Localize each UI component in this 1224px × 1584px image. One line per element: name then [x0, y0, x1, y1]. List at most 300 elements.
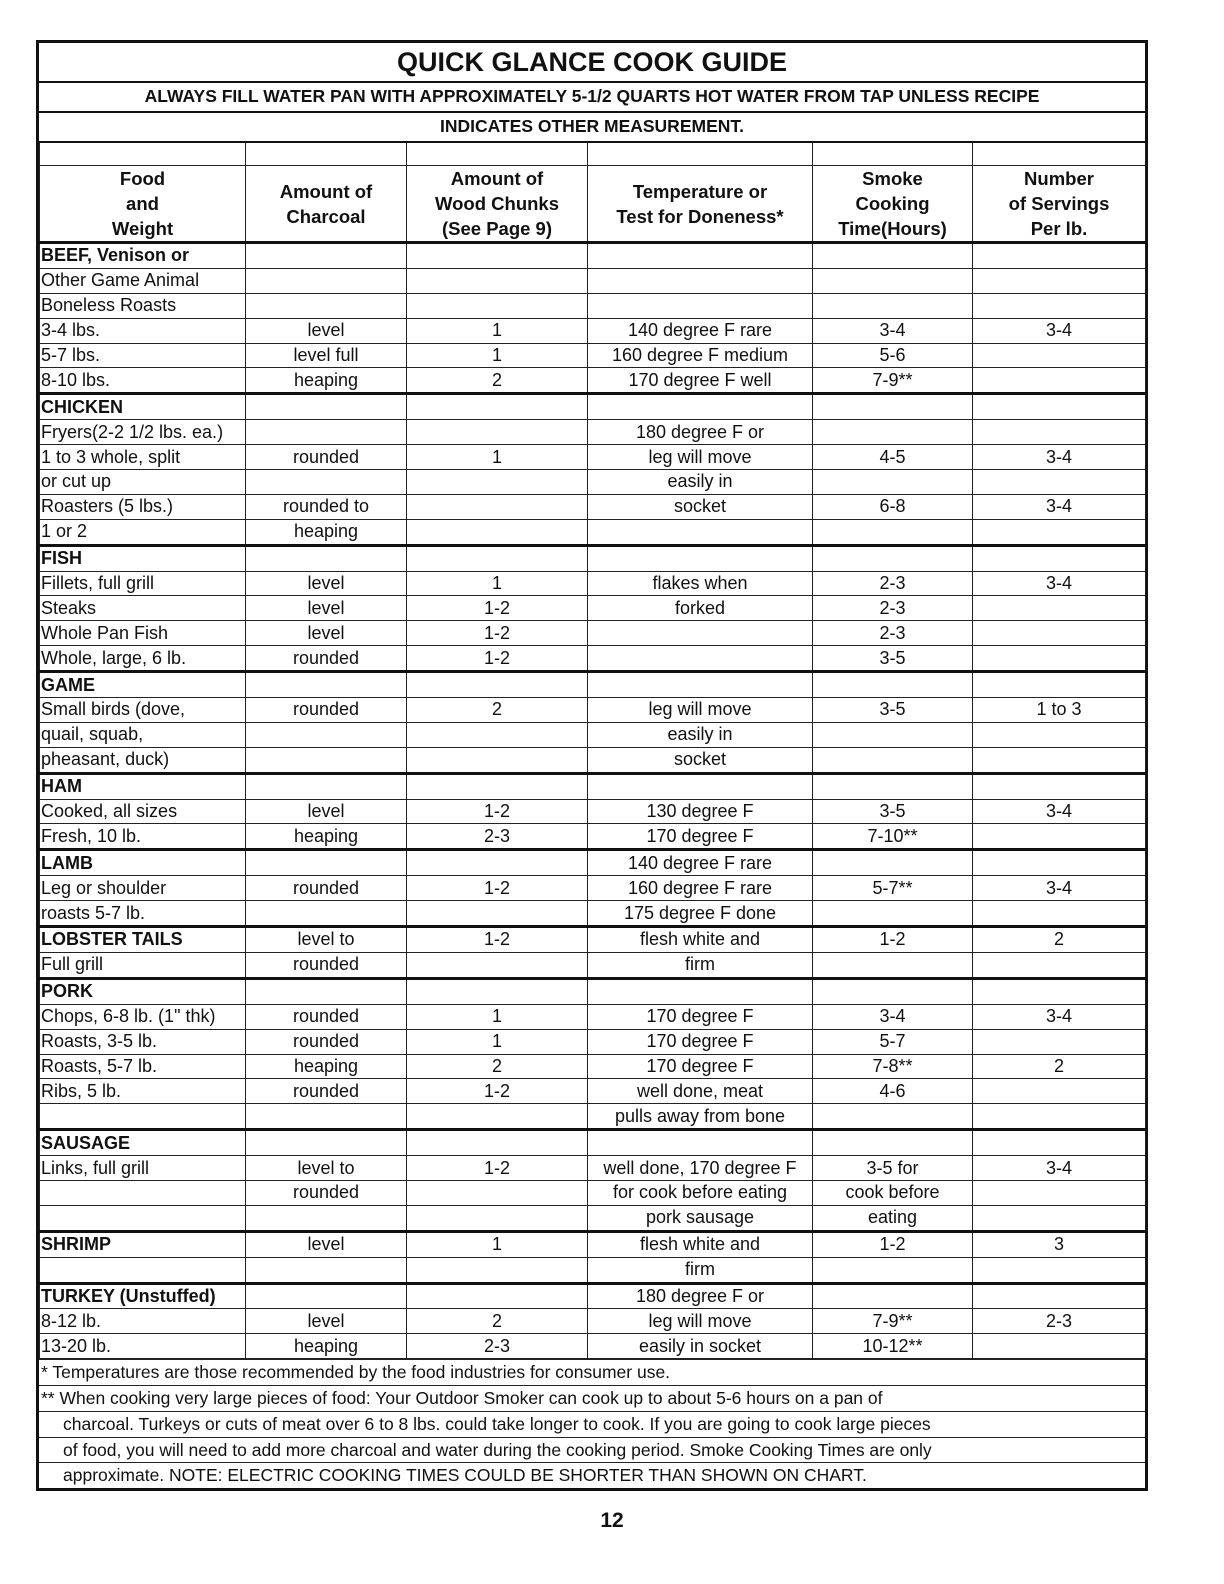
table-cell	[407, 1104, 588, 1130]
table-cell: rounded	[246, 698, 407, 723]
category-cell	[40, 394, 246, 420]
table-row	[40, 747, 1146, 773]
food-cell: 8-12 lb.	[40, 1309, 246, 1334]
table-row	[40, 368, 1146, 394]
table-cell	[246, 394, 407, 420]
table-cell	[973, 1130, 1146, 1156]
table-cell: 5-7**	[813, 876, 973, 901]
table-row	[40, 1079, 1146, 1104]
table-cell: 170 degree F	[588, 824, 813, 850]
table-cell: 3-4	[973, 494, 1146, 519]
header-servings: Number of Servings Per lb.	[973, 166, 1146, 243]
table-cell	[973, 672, 1146, 698]
category-cell	[40, 850, 246, 876]
page-title: QUICK GLANCE COOK GUIDE	[39, 43, 1145, 83]
food-cell: Fryers(2-2 1/2 lbs. ea.)	[40, 420, 246, 445]
table-cell	[407, 293, 588, 318]
table-row	[40, 494, 1146, 519]
food-cell: Whole, large, 6 lb.	[40, 646, 246, 672]
food-cell: Chops, 6-8 lb. (1" thk)	[40, 1004, 246, 1029]
category-cell	[40, 773, 246, 799]
footnote-3: charcoal. Turkeys or cuts of meat over 6 to 8 lbs. could take longer to cook. If you are going to cook large pieces	[39, 1411, 1145, 1437]
table-cell: 2-3	[813, 621, 973, 646]
table-row	[40, 1205, 1146, 1231]
table-row	[40, 698, 1146, 723]
table-cell	[246, 1205, 407, 1231]
table-cell: 1	[407, 571, 588, 596]
table-cell: 170 degree F	[588, 1004, 813, 1029]
table-cell: 5-6	[813, 343, 973, 368]
table-cell	[246, 1257, 407, 1283]
table-cell: 3-4	[973, 318, 1146, 343]
table-row	[40, 824, 1146, 850]
table-row	[40, 571, 1146, 596]
table-cell	[246, 420, 407, 445]
table-cell	[813, 268, 973, 293]
table-cell: 2-3	[813, 596, 973, 621]
table-cell	[973, 1334, 1146, 1359]
footnote-1: * Temperatures are those recommended by the food industries for consumer use.	[39, 1359, 1145, 1385]
table-cell	[813, 1130, 973, 1156]
category-row	[40, 672, 1146, 698]
category-label: CHICKEN	[41, 396, 124, 417]
table-row	[40, 445, 1146, 470]
table-cell: 160 degree F rare	[588, 876, 813, 901]
table-cell	[407, 1180, 588, 1205]
table-cell	[813, 747, 973, 773]
table-cell	[407, 1205, 588, 1231]
table-cell	[588, 519, 813, 545]
category-label: PORK	[41, 981, 94, 1002]
table-cell	[588, 646, 813, 672]
table-cell: 3-4	[813, 318, 973, 343]
table-row	[40, 1104, 1146, 1130]
table-cell	[813, 722, 973, 747]
table-cell: 1 to 3	[973, 698, 1146, 723]
table-cell: firm	[588, 1257, 813, 1283]
category-cell	[40, 1130, 246, 1156]
table-cell: 170 degree F	[588, 1029, 813, 1054]
table-cell: for cook before eating	[588, 1180, 813, 1205]
food-cell: roasts 5-7 lb.	[40, 901, 246, 927]
food-cell: Roasts, 5-7 lb.	[40, 1054, 246, 1079]
table-cell	[973, 596, 1146, 621]
table-cell: 3-5	[813, 799, 973, 824]
table-cell	[246, 1283, 407, 1309]
table-cell: 1-2	[407, 876, 588, 901]
food-cell: 8-10 lbs.	[40, 368, 246, 394]
table-cell	[813, 672, 973, 698]
category-cell	[40, 545, 246, 571]
table-cell: 2-3	[407, 1334, 588, 1359]
table-cell: forked	[588, 596, 813, 621]
table-cell	[246, 773, 407, 799]
table-row	[40, 293, 1146, 318]
table-cell: rounded	[246, 1029, 407, 1054]
table-cell: 140 degree F rare	[588, 318, 813, 343]
table-cell: rounded	[246, 1180, 407, 1205]
food-cell: 3-4 lbs.	[40, 318, 246, 343]
table-cell	[813, 952, 973, 978]
table-cell: 170 degree F	[588, 1054, 813, 1079]
table-cell	[407, 773, 588, 799]
table-cell: level full	[246, 343, 407, 368]
table-row	[40, 1180, 1146, 1205]
table-cell	[407, 1130, 588, 1156]
table-cell: 1-2	[407, 927, 588, 953]
table-cell	[407, 722, 588, 747]
table-cell: 170 degree F well	[588, 368, 813, 394]
food-cell: Ribs, 5 lb.	[40, 1079, 246, 1104]
table-cell: 1-2	[407, 1079, 588, 1104]
header-temp: Temperature or Test for Doneness*	[588, 166, 813, 243]
table-cell	[588, 978, 813, 1004]
table-cell	[407, 747, 588, 773]
category-row	[40, 545, 1146, 571]
table-cell	[407, 1283, 588, 1309]
table-cell	[407, 545, 588, 571]
table-row	[40, 1257, 1146, 1283]
table-row	[40, 1054, 1146, 1079]
category-cell	[40, 672, 246, 698]
category-label: SHRIMP	[41, 1234, 112, 1255]
food-cell: 13-20 lb.	[40, 1334, 246, 1359]
table-cell	[973, 293, 1146, 318]
table-cell: 1-2	[407, 621, 588, 646]
category-row	[40, 394, 1146, 420]
table-cell: leg will move	[588, 445, 813, 470]
table-row	[40, 1029, 1146, 1054]
food-cell	[40, 1180, 246, 1205]
table-row	[40, 420, 1146, 445]
food-cell	[40, 1104, 246, 1130]
category-cell	[40, 1231, 246, 1257]
table-cell: 6-8	[813, 494, 973, 519]
table-cell: 3-4	[973, 876, 1146, 901]
table-row	[40, 952, 1146, 978]
table-cell	[973, 1257, 1146, 1283]
table-cell	[407, 420, 588, 445]
water-note-line-2: INDICATES OTHER MEASUREMENT.	[440, 116, 744, 136]
table-cell: 1	[407, 1029, 588, 1054]
table-cell: 160 degree F medium	[588, 343, 813, 368]
table-cell: pork sausage	[588, 1205, 813, 1231]
table-cell: rounded to	[246, 494, 407, 519]
table-cell	[246, 747, 407, 773]
food-cell: 1 to 3 whole, split	[40, 445, 246, 470]
table-cell: leg will move	[588, 1309, 813, 1334]
food-cell: Roasts, 3-5 lb.	[40, 1029, 246, 1054]
table-cell: 175 degree F done	[588, 901, 813, 927]
table-cell	[813, 243, 973, 269]
table-cell: socket	[588, 494, 813, 519]
table-cell	[973, 952, 1146, 978]
table-cell: 3-4	[973, 571, 1146, 596]
table-cell	[973, 978, 1146, 1004]
table-cell	[973, 420, 1146, 445]
table-cell	[407, 470, 588, 495]
table-cell	[813, 850, 973, 876]
table-cell	[407, 519, 588, 545]
table-cell: cook before	[813, 1180, 973, 1205]
table-cell	[813, 394, 973, 420]
category-row	[40, 1283, 1146, 1309]
category-label: BEEF, Venison or	[41, 245, 190, 266]
table-cell	[588, 773, 813, 799]
table-cell: level	[246, 621, 407, 646]
table-cell: 1	[407, 318, 588, 343]
category-label: GAME	[41, 674, 95, 695]
table-cell: 2	[407, 368, 588, 394]
table-cell	[407, 268, 588, 293]
table-row	[40, 876, 1146, 901]
table-cell	[246, 243, 407, 269]
table-cell	[973, 268, 1146, 293]
table-cell	[588, 672, 813, 698]
table-cell: level	[246, 318, 407, 343]
table-cell: firm	[588, 952, 813, 978]
table-cell	[407, 243, 588, 269]
food-cell: Other Game Animal	[40, 268, 246, 293]
table-cell	[813, 1257, 973, 1283]
table-cell: 1-2	[813, 1231, 973, 1257]
table-cell	[973, 519, 1146, 545]
water-note-line-1: ALWAYS FILL WATER PAN WITH APPROXIMATELY 5-1/2 QUARTS HOT WATER FROM TAP UNLESS RECIPE	[39, 83, 1145, 113]
table-cell: socket	[588, 747, 813, 773]
table-cell: 1-2	[407, 799, 588, 824]
table-cell	[973, 394, 1146, 420]
table-cell: 3-4	[973, 1004, 1146, 1029]
table-cell	[407, 952, 588, 978]
table-row	[40, 1334, 1146, 1359]
table-cell	[973, 773, 1146, 799]
table-cell: easily in	[588, 722, 813, 747]
table-cell	[407, 672, 588, 698]
table-cell: well done, 170 degree F	[588, 1156, 813, 1181]
spacer-row	[40, 142, 1146, 166]
food-cell	[40, 1257, 246, 1283]
table-cell: 2	[973, 1054, 1146, 1079]
table-cell	[246, 722, 407, 747]
table-cell: 140 degree F rare	[588, 850, 813, 876]
table-cell	[973, 545, 1146, 571]
table-row	[40, 621, 1146, 646]
category-label: TURKEY (Unstuffed)	[41, 1285, 216, 1306]
table-cell: 3-4	[973, 445, 1146, 470]
category-row	[40, 978, 1146, 1004]
table-cell: 1	[407, 343, 588, 368]
table-cell: 4-6	[813, 1079, 973, 1104]
category-row	[40, 1130, 1146, 1156]
table-cell	[813, 1283, 973, 1309]
table-cell: flesh white and	[588, 927, 813, 953]
category-row	[40, 773, 1146, 799]
table-cell: 7-9**	[813, 1309, 973, 1334]
table-cell: eating	[813, 1205, 973, 1231]
table-cell	[588, 621, 813, 646]
table-row	[40, 901, 1146, 927]
table-cell	[973, 646, 1146, 672]
table-cell	[246, 293, 407, 318]
category-row	[40, 1231, 1146, 1257]
table-cell	[246, 901, 407, 927]
category-cell	[40, 978, 246, 1004]
category-row	[40, 927, 1146, 953]
table-cell: 180 degree F or	[588, 420, 813, 445]
table-cell: 2	[407, 1054, 588, 1079]
page-number: 12	[600, 1509, 624, 1532]
table-cell: level	[246, 596, 407, 621]
table-cell	[973, 343, 1146, 368]
category-label: LOBSTER TAILS	[41, 929, 183, 950]
table-cell: 3-5	[813, 646, 973, 672]
table-cell	[973, 901, 1146, 927]
table-cell: 3	[973, 1231, 1146, 1257]
table-cell: rounded	[246, 952, 407, 978]
table-cell: heaping	[246, 368, 407, 394]
table-cell	[588, 1130, 813, 1156]
table-row	[40, 646, 1146, 672]
table-cell	[246, 268, 407, 293]
table-cell	[588, 293, 813, 318]
table-cell	[407, 394, 588, 420]
header-charcoal: Amount of Charcoal	[246, 166, 407, 243]
table-cell	[973, 747, 1146, 773]
food-cell: quail, squab,	[40, 722, 246, 747]
food-cell: Small birds (dove,	[40, 698, 246, 723]
cook-guide-body	[40, 142, 1146, 1359]
table-cell: 10-12**	[813, 1334, 973, 1359]
table-cell: 2-3	[407, 824, 588, 850]
table-cell	[973, 1205, 1146, 1231]
table-cell	[407, 901, 588, 927]
table-cell	[407, 494, 588, 519]
table-cell	[973, 621, 1146, 646]
table-row	[40, 1156, 1146, 1181]
category-row	[40, 243, 1146, 269]
table-cell	[813, 519, 973, 545]
food-cell: Whole Pan Fish	[40, 621, 246, 646]
table-cell: level	[246, 1309, 407, 1334]
table-cell: 5-7	[813, 1029, 973, 1054]
table-cell: 1-2	[407, 596, 588, 621]
table-cell	[973, 850, 1146, 876]
category-label: LAMB	[41, 852, 93, 873]
table-cell	[246, 1130, 407, 1156]
food-cell: 5-7 lbs.	[40, 343, 246, 368]
table-cell: 2	[973, 927, 1146, 953]
table-cell: 2	[407, 1309, 588, 1334]
food-cell: pheasant, duck)	[40, 747, 246, 773]
table-cell	[973, 1180, 1146, 1205]
table-cell: 2-3	[813, 571, 973, 596]
food-cell: Roasters (5 lbs.)	[40, 494, 246, 519]
table-cell	[973, 1029, 1146, 1054]
table-cell: 3-5	[813, 698, 973, 723]
table-cell	[973, 722, 1146, 747]
category-cell	[40, 927, 246, 953]
table-cell	[246, 978, 407, 1004]
table-row	[40, 596, 1146, 621]
table-cell: 1	[407, 445, 588, 470]
footnote-4: of food, you will need to add more charcoal and water during the cooking period. Smoke Cooking Times are only	[39, 1437, 1145, 1463]
table-cell	[246, 672, 407, 698]
food-cell: Steaks	[40, 596, 246, 621]
table-cell: 4-5	[813, 445, 973, 470]
table-cell	[813, 293, 973, 318]
table-cell: 3-4	[973, 1156, 1146, 1181]
table-row	[40, 470, 1146, 495]
header-food: Food and Weight	[40, 166, 246, 243]
table-cell: rounded	[246, 876, 407, 901]
table-cell	[407, 978, 588, 1004]
table-row	[40, 1309, 1146, 1334]
table-cell: rounded	[246, 1079, 407, 1104]
table-cell	[973, 1283, 1146, 1309]
table-row	[40, 318, 1146, 343]
category-label: HAM	[41, 776, 82, 797]
table-row	[40, 343, 1146, 368]
table-cell: 1	[407, 1004, 588, 1029]
table-cell: level	[246, 799, 407, 824]
table-cell: level to	[246, 1156, 407, 1181]
table-cell	[246, 850, 407, 876]
cook-guide-table	[39, 141, 1146, 1359]
table-cell: 2-3	[973, 1309, 1146, 1334]
table-cell	[407, 1257, 588, 1283]
table-cell: level	[246, 1231, 407, 1257]
table-cell	[973, 470, 1146, 495]
table-cell: level	[246, 571, 407, 596]
category-label: FISH	[41, 548, 83, 569]
table-row	[40, 519, 1146, 545]
table-cell	[973, 1079, 1146, 1104]
table-cell: 1-2	[407, 1156, 588, 1181]
food-cell	[40, 1205, 246, 1231]
table-cell: flesh white and	[588, 1231, 813, 1257]
footnote-2: ** When cooking very large pieces of food: Your Outdoor Smoker can cook up to about 5-6 hours on a pan of	[39, 1385, 1145, 1411]
table-cell: leg will move	[588, 698, 813, 723]
table-cell	[813, 773, 973, 799]
header-smoke: Smoke Cooking Time(Hours)	[813, 166, 973, 243]
table-cell: 3-4	[813, 1004, 973, 1029]
food-cell: Full grill	[40, 952, 246, 978]
table-cell: flakes when	[588, 571, 813, 596]
table-cell: heaping	[246, 519, 407, 545]
table-cell	[588, 268, 813, 293]
table-cell: easily in socket	[588, 1334, 813, 1359]
table-cell: well done, meat	[588, 1079, 813, 1104]
table-cell: 2	[407, 698, 588, 723]
cook-guide-sheet	[36, 40, 1148, 1491]
table-cell	[588, 394, 813, 420]
food-cell: Fresh, 10 lb.	[40, 824, 246, 850]
table-cell	[973, 824, 1146, 850]
table-cell: heaping	[246, 824, 407, 850]
header-wood: Amount of Wood Chunks (See Page 9)	[407, 166, 588, 243]
category-label: SAUSAGE	[41, 1132, 131, 1153]
table-cell: 1-2	[407, 646, 588, 672]
table-cell	[246, 470, 407, 495]
table-cell	[813, 978, 973, 1004]
food-cell: 1 or 2	[40, 519, 246, 545]
table-cell: rounded	[246, 646, 407, 672]
table-cell: 7-8**	[813, 1054, 973, 1079]
table-row	[40, 268, 1146, 293]
table-cell	[973, 243, 1146, 269]
table-cell	[407, 850, 588, 876]
table-cell: level to	[246, 927, 407, 953]
